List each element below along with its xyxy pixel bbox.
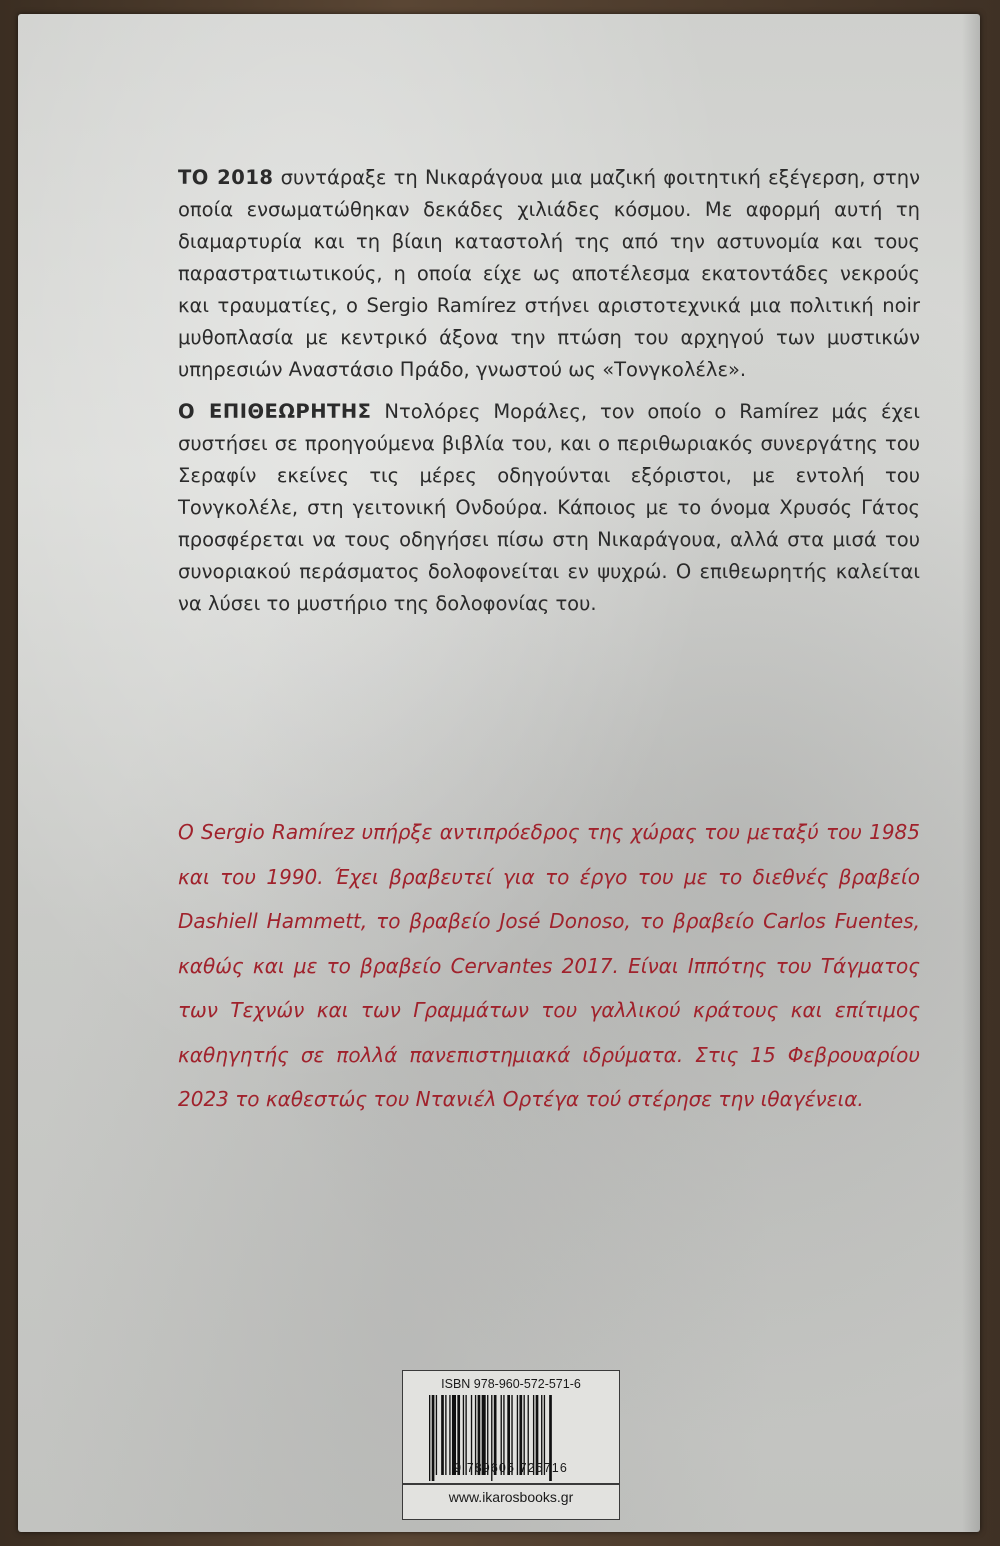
isbn-label: ISBN 978-960-572-571-6 bbox=[441, 1377, 581, 1391]
publisher-website: www.ikarosbooks.gr bbox=[448, 1489, 574, 1505]
synopsis-body-1: συντάραξε τη Νικαράγουα μια μαζική φοιτητική εξέγερση, στην οποία ενσωματώθηκαν δεκάδες χιλιάδες κόσμου. Με αφορμή αυτή τη διαμαρτυρία και τη βίαιη καταστολή της από την αστυνομία και τους παραστρατιωτικούς, η οποία είχε ως αποτέλεσμα εκατοντάδες νεκρούς και τραυματίες, ο Sergio Ramírez στήνει αριστοτεχνικά μια πολιτική noir μυθοπλασία με κεντρικό άξονα την πτώση του αρχηγού των μυστικών υπηρεσιών Αναστάσιο Πράδο, γνωστού ως «Τονγκολέλε». bbox=[178, 166, 920, 381]
synopsis-text bbox=[178, 162, 920, 630]
synopsis-lead-2: Ο ΕΠΙΘΕΩΡΗΤΗΣ bbox=[178, 400, 372, 423]
author-bio-text: Ο Sergio Ramírez υπήρξε αντιπρόεδρος της χώρας του μεταξύ του 1985 και του 1990. Έχει βραβευτεί για το έργο του με το διεθνές βραβείο Dashiell Hammett, το βραβείο José Donoso, το βραβείο Carlos Fuentes, καθώς και με το βραβείο Cervantes 2017. Είναι Ιππότης του Τάγματος των Τεχνών και των Γραμμάτων του γαλλικού κράτους και επίτιμος καθηγητής σε πολλά πανεπιστημιακά ιδρύματα. Στις 15 Φεβρουαρίου 2023 το καθεστώς του Ντανιέλ Ορτέγα τού στέρησε την ιθαγένεια. bbox=[178, 820, 920, 1111]
barcode-divider bbox=[403, 1483, 619, 1485]
author-bio bbox=[178, 810, 920, 1122]
synopsis-lead-1: ΤΟ 2018 bbox=[178, 166, 274, 189]
cover-edge-shadow bbox=[962, 14, 980, 1532]
barcode-digits: 9 789605 725716 bbox=[454, 1461, 568, 1475]
synopsis-paragraph-1 bbox=[178, 162, 920, 386]
synopsis-body-2: Ντολόρες Μοράλες, τον οποίο ο Ramírez μάς έχει συστήσει σε προηγούμενα βιβλία του, και ο περιθωριακός συνεργάτης του Σεραφίν εκείνες τις μέρες οδηγούνται εξόριστοι, με εντολή του Τονγκολέλε, στη γειτονική Ονδούρα. Κάποιος με το όνομα Χρυσός Γάτος προσφέρεται να τους οδηγήσει πίσω στη Νικαράγουα, αλλά στα μισά του συνοριακού περάσματος δολοφονείται εν ψυχρώ. Ο επιθεωρητής καλείται να λύσει το μυστήριο της δολοφονίας του. bbox=[178, 400, 920, 615]
isbn-barcode-box bbox=[402, 1370, 620, 1520]
book-back-cover bbox=[18, 14, 980, 1532]
synopsis-paragraph-2 bbox=[178, 396, 920, 620]
